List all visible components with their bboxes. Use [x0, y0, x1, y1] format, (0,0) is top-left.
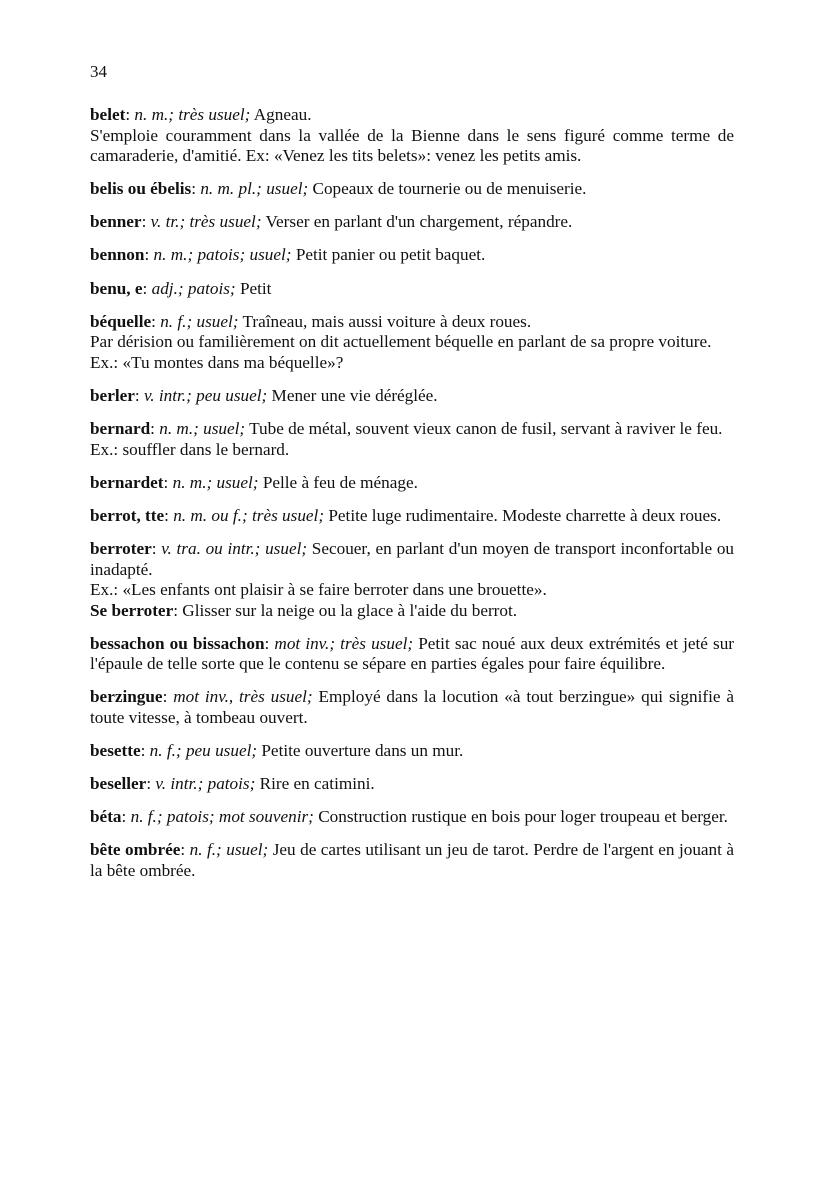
sub-headword: Se berroter — [90, 600, 174, 620]
definition: Petite ouverture dans un mur. — [261, 741, 464, 761]
dictionary-entry — [90, 840, 734, 881]
entry-line: berrot, tte: n. m. ou f.; très usuel; Petite luge rudimentaire. Modeste charrette à deux roues. — [90, 505, 722, 525]
definition: Copeaux de tournerie ou de menuiserie. — [312, 179, 587, 199]
definition: Petite luge rudimentaire. Modeste charrette à deux roues. — [328, 505, 722, 525]
entry-line: berzingue: mot inv., très usuel; Employé dans la locution «à tout berzingue» qui signifie à toute vitesse, à tombeau ouvert. — [90, 687, 734, 728]
sub-definition: Glisser sur la neige ou la glace à l'aide du berrot. — [182, 600, 518, 620]
headword: benu, e — [90, 278, 143, 298]
entry-note: Ex.: «Les enfants ont plaisir à se faire berroter dans une brouette». — [90, 580, 547, 600]
headword: berzingue — [90, 687, 163, 707]
grammar-note: mot inv., très usuel; — [173, 687, 313, 707]
dictionary-entry — [90, 506, 734, 527]
grammar-note: n. m.; usuel; — [172, 472, 259, 492]
headword: bête ombrée — [90, 840, 181, 860]
grammar-note: v. intr.; patois; — [155, 774, 256, 794]
headword: béta — [90, 807, 122, 827]
headword: berroter — [90, 538, 152, 558]
grammar-note: n. m.; très usuel; — [134, 105, 251, 124]
dictionary-entry — [90, 386, 734, 407]
headword: bennon — [90, 245, 145, 265]
dictionary-entry — [90, 179, 734, 200]
dictionary-entry — [90, 105, 734, 167]
headword: benner — [90, 212, 142, 232]
sub-entry: Se berroter: Glisser sur la neige ou la glace à l'aide du berrot. — [90, 600, 518, 620]
dictionary-entry — [90, 212, 734, 233]
dictionary-entry — [90, 539, 734, 621]
grammar-note: n. m. pl.; usuel; — [200, 179, 309, 199]
grammar-note: n. f.; usuel; — [160, 311, 239, 331]
dictionary-entry — [90, 245, 734, 266]
headword: bernard — [90, 419, 151, 439]
entry-note: Ex.: souffler dans le bernard. — [90, 439, 290, 459]
dictionary-entry — [90, 774, 734, 795]
entry-line: bennon: n. m.; patois; usuel; Petit panier ou petit baquet. — [90, 245, 486, 265]
entry-line: bernardet: n. m.; usuel; Pelle à feu de ménage. — [90, 472, 418, 492]
dictionary-entry — [90, 634, 734, 675]
entry-line: béquelle: n. f.; usuel; Traîneau, mais aussi voiture à deux roues. — [90, 311, 532, 331]
entry-line: besette: n. f.; peu usuel; Petite ouverture dans un mur. — [90, 741, 464, 761]
definition: Traîneau, mais aussi voiture à deux roues. — [242, 311, 532, 331]
entry-line: belet: n. m.; très usuel; Agneau. — [90, 105, 312, 124]
grammar-note: n. f.; usuel; — [189, 840, 269, 860]
headword: berrot, tte — [90, 505, 165, 525]
headword: belet — [90, 105, 126, 124]
grammar-note: v. intr.; peu usuel; — [143, 385, 268, 405]
dictionary-entry — [90, 279, 734, 300]
definition: Petit — [239, 278, 272, 298]
entry-line: bête ombrée: n. f.; usuel; Jeu de cartes utilisant un jeu de tarot. Perdre de l'argent en jouant à la bête ombrée. — [90, 840, 735, 881]
definition: Agneau. — [253, 105, 312, 124]
dictionary-entry — [90, 807, 734, 828]
grammar-note: n. m.; patois; usuel; — [153, 245, 292, 265]
definition: Employé dans la locution «à tout berzingue» qui signifie à toute vitesse, à tombeau ouvert. — [90, 687, 734, 728]
definition: Secouer, en parlant d'un moyen de transport inconfortable ou inadapté. — [90, 538, 735, 579]
entry-note: S'emploie couramment dans la vallée de la Bienne dans le sens figuré comme terme de camaraderie, d'amitié. Ex: «Venez les tits belets»: venez les petits amis. — [90, 125, 734, 166]
grammar-note: adj.; patois; — [151, 278, 236, 298]
grammar-note: n. m. ou f.; très usuel; — [173, 505, 325, 525]
entry-line: belis ou ébelis: n. m. pl.; usuel; Copeaux de tournerie ou de menuiserie. — [90, 179, 587, 199]
entry-line: beseller: v. intr.; patois; Rire en catimini. — [90, 774, 375, 794]
entry-line: berroter: v. tra. ou intr.; usuel; Secouer, en parlant d'un moyen de transport inconfortable ou inadapté. — [90, 538, 735, 579]
headword: bernardet — [90, 472, 164, 492]
definition: Mener une vie déréglée. — [271, 385, 438, 405]
entry-line: benu, e: adj.; patois; Petit — [90, 278, 272, 298]
headword: bessachon ou bissachon — [90, 633, 265, 653]
entry-line: berler: v. intr.; peu usuel; Mener une vie déréglée. — [90, 385, 438, 405]
definition: Pelle à feu de ménage. — [262, 472, 418, 492]
dictionary-entry — [90, 687, 734, 728]
entry-line: benner: v. tr.; très usuel; Verser en parlant d'un chargement, répandre. — [90, 212, 573, 232]
grammar-note: n. f.; peu usuel; — [149, 741, 258, 761]
headword: berler — [90, 385, 135, 405]
definition: Petit panier ou petit baquet. — [295, 245, 486, 265]
grammar-note: mot inv.; très usuel; — [274, 633, 414, 653]
entry-line: béta: n. f.; patois; mot souvenir; Construction rustique en bois pour loger troupeau et berger. — [90, 807, 728, 827]
entry-list — [90, 105, 734, 894]
dictionary-entry — [90, 741, 734, 762]
dictionary-entry — [90, 312, 734, 374]
definition: Petit sac noué aux deux extrémités et jeté sur l'épaule de telle sorte que le contenu se sépare en parties égales pour faire équilibre. — [90, 633, 735, 674]
entry-line: bernard: n. m.; usuel; Tube de métal, souvent vieux canon de fusil, servant à raviver le feu. — [90, 419, 723, 439]
headword: béquelle — [90, 311, 152, 331]
definition: Construction rustique en bois pour loger troupeau et berger. — [318, 807, 728, 827]
entry-note: Par dérision ou familièrement on dit actuellement béquelle en parlant de sa propre voiture. — [90, 332, 712, 352]
dictionary-entry — [90, 419, 734, 460]
page-number: 34 — [90, 62, 107, 81]
grammar-note: v. tra. ou intr.; usuel; — [161, 538, 308, 558]
grammar-note: n. m.; usuel; — [159, 419, 246, 439]
headword: belis ou ébelis — [90, 179, 192, 199]
definition: Rire en catimini. — [259, 774, 375, 794]
dictionary-entry — [90, 473, 734, 494]
entry-note: Ex.: «Tu montes dans ma béquelle»? — [90, 352, 344, 372]
definition: Verser en parlant d'un chargement, répandre. — [265, 212, 573, 232]
definition: Tube de métal, souvent vieux canon de fusil, servant à raviver le feu. — [249, 419, 723, 439]
grammar-note: v. tr.; très usuel; — [150, 212, 262, 232]
grammar-note: n. f.; patois; mot souvenir; — [130, 807, 314, 827]
definition: Jeu de cartes utilisant un jeu de tarot. Perdre de l'argent en jouant à la bête ombrée. — [90, 840, 735, 881]
headword: beseller — [90, 774, 147, 794]
entry-line: bessachon ou bissachon: mot inv.; très usuel; Petit sac noué aux deux extrémités et jeté sur l'épaule de telle sorte que le contenu se sépare en parties égales pour faire équilibre. — [90, 633, 735, 674]
headword: besette — [90, 741, 141, 761]
